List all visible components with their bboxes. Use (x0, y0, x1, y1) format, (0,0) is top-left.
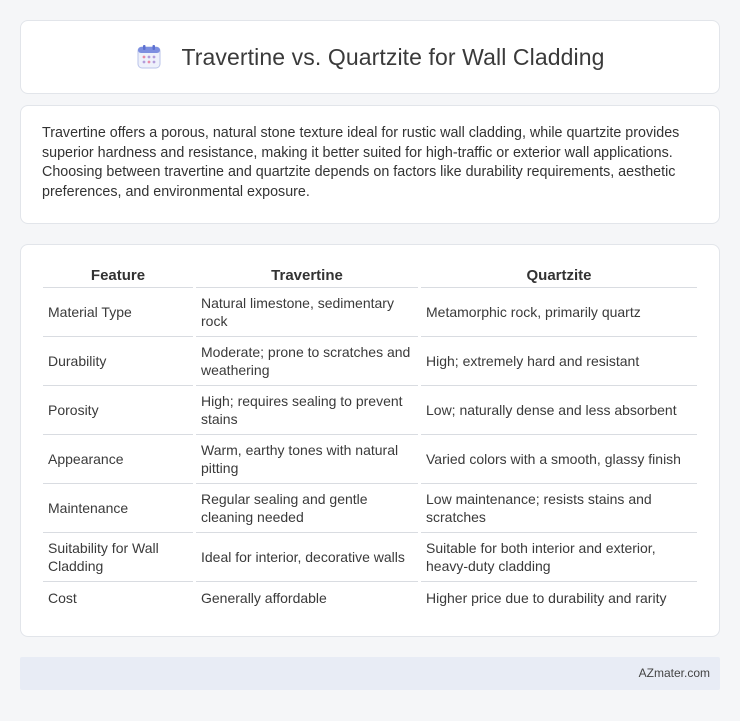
table-row (43, 533, 697, 582)
title-wrap (135, 43, 604, 71)
header-travertine: Travertine (196, 262, 418, 288)
table-row (43, 386, 697, 435)
feature-cell: Durability (43, 337, 193, 386)
feature-cell: Suitability for Wall Cladding (43, 533, 193, 582)
table-row (43, 484, 697, 533)
intro-paragraph: Travertine offers a porous, natural stone texture ideal for rustic wall cladding, while quartzite provides superior hardness and resistance, making it better suited for high-traffic or exterior wall applications. Choosing between travertine and quartzite depends on factors like durability requirements, aesthetic preferences, and environmental exposure. (42, 125, 680, 200)
quartzite-cell: High; extremely hard and resistant (421, 337, 697, 386)
travertine-cell: High; requires sealing to prevent stains (196, 386, 418, 435)
quartzite-cell: Metamorphic rock, primarily quartz (421, 288, 697, 337)
table-row (43, 337, 697, 386)
table-row (43, 435, 697, 484)
header-card (20, 20, 720, 94)
quartzite-cell: Low; naturally dense and less absorbent (421, 386, 697, 435)
calendar-icon (135, 43, 163, 71)
quartzite-cell: Varied colors with a smooth, glassy finish (421, 435, 697, 484)
table-row (43, 288, 697, 337)
header-quartzite: Quartzite (421, 262, 697, 288)
travertine-cell: Generally affordable (201, 590, 327, 606)
table-header-row (43, 262, 697, 288)
feature-cell: Maintenance (43, 484, 193, 533)
table-row (43, 582, 697, 614)
quartzite-cell: Low maintenance; resists stains and scratches (421, 484, 697, 533)
travertine-cell: Warm, earthy tones with natural pitting (196, 435, 418, 484)
travertine-cell: Ideal for interior, decorative walls (196, 533, 418, 582)
intro-card (20, 105, 720, 224)
quartzite-cell: Higher price due to durability and rarity (426, 590, 667, 606)
feature-cell: Cost (48, 590, 77, 606)
travertine-cell: Regular sealing and gentle cleaning needed (196, 484, 418, 533)
feature-cell: Porosity (43, 386, 193, 435)
footer-bar (20, 657, 720, 690)
comparison-table (40, 262, 700, 614)
comparison-card (20, 244, 720, 637)
feature-cell: Appearance (43, 435, 193, 484)
footer-brand: AZmater.com (638, 666, 710, 680)
travertine-cell: Natural limestone, sedimentary rock (196, 288, 418, 337)
header-feature: Feature (43, 262, 193, 288)
travertine-cell: Moderate; prone to scratches and weathering (196, 337, 418, 386)
page-title: Travertine vs. Quartzite for Wall Cladding (181, 43, 605, 70)
quartzite-cell: Suitable for both interior and exterior, heavy-duty cladding (421, 533, 697, 582)
feature-cell: Material Type (43, 288, 193, 337)
